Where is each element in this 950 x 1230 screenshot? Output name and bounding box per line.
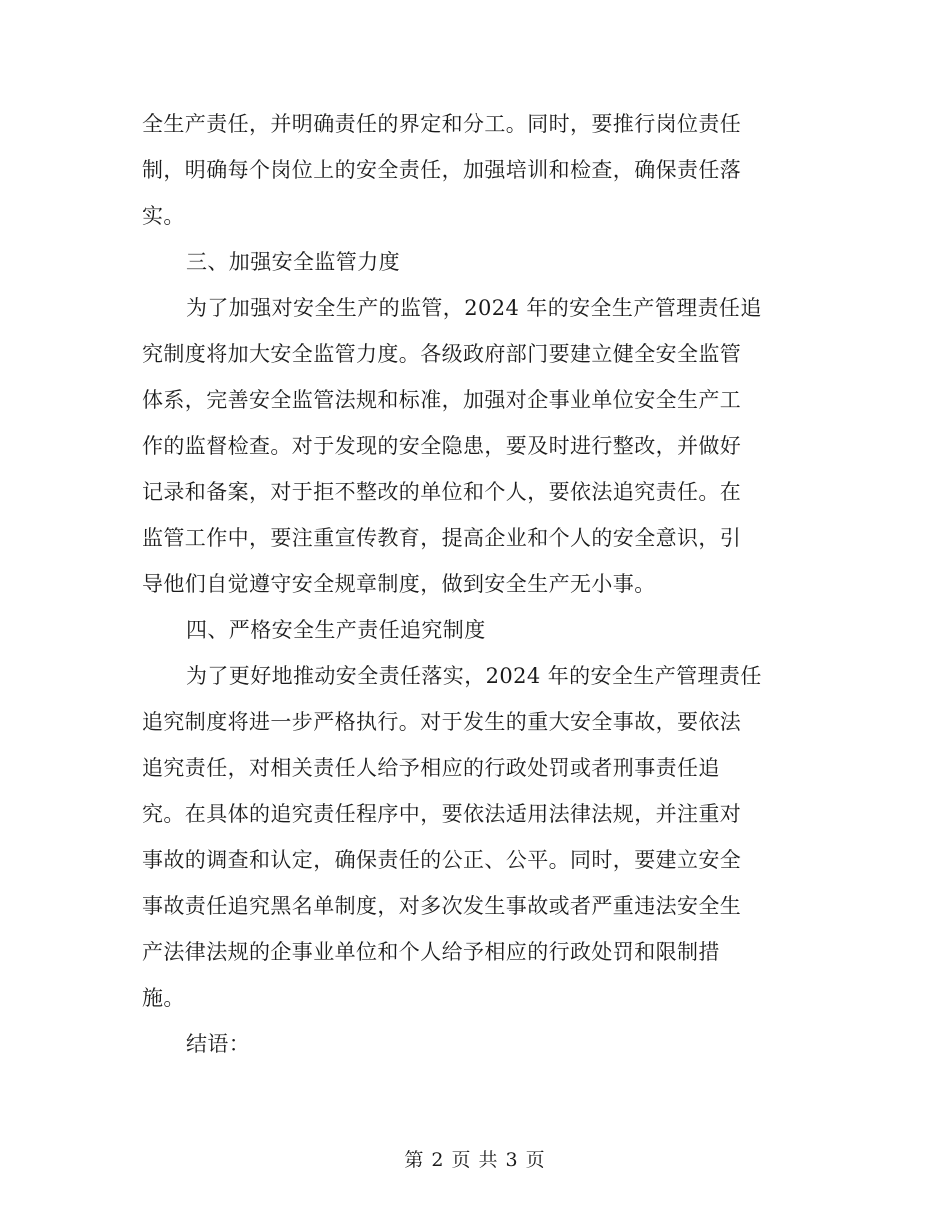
page-footer: 第 2 页 共 3 页	[404, 1149, 546, 1171]
text-line: 事故责任追究黑名单制度，对多次发生事故或者严重违法安全生	[142, 894, 742, 918]
text-line: 施。	[142, 986, 185, 1010]
text-line: 究。在具体的追究责任程序中，要依法适用法律法规，并注重对	[142, 802, 742, 826]
text-line: 结语：	[186, 1032, 251, 1056]
document-body	[142, 101, 802, 1067]
text-line: 事故的调查和认定，确保责任的公正、公平。同时，要建立安全	[142, 848, 742, 872]
text-line: 作的监督检查。对于发现的安全隐患，要及时进行整改，并做好	[142, 434, 742, 458]
text-line: 为了加强对安全生产的监管，2024 年的安全生产管理责任追	[186, 296, 762, 320]
text-line: 全生产责任，并明确责任的界定和分工。同时，要推行岗位责任	[142, 112, 742, 136]
text-line: 制，明确每个岗位上的安全责任，加强培训和检查，确保责任落	[142, 158, 742, 182]
text-line: 四、严格安全生产责任追究制度	[186, 618, 486, 642]
text-line: 实。	[142, 204, 185, 228]
text-line: 记录和备案，对于拒不整改的单位和个人，要依法追究责任。在	[142, 480, 742, 504]
text-line: 监管工作中，要注重宣传教育，提高企业和个人的安全意识，引	[142, 526, 742, 550]
text-line: 产法律法规的企事业单位和个人给予相应的行政处罚和限制措	[142, 940, 720, 964]
text-line: 导他们自觉遵守安全规章制度，做到安全生产无小事。	[142, 572, 656, 596]
text-line: 究制度将加大安全监管力度。各级政府部门要建立健全安全监管	[142, 342, 742, 366]
text-line: 三、加强安全监管力度	[186, 250, 400, 274]
text-line: 追究制度将进一步严格执行。对于发生的重大安全事故，要依法	[142, 710, 742, 734]
text-line: 体系，完善安全监管法规和标准，加强对企事业单位安全生产工	[142, 388, 742, 412]
text-line: 为了更好地推动安全责任落实，2024 年的安全生产管理责任	[186, 664, 762, 688]
text-line: 追究责任，对相关责任人给予相应的行政处罚或者刑事责任追	[142, 756, 720, 780]
